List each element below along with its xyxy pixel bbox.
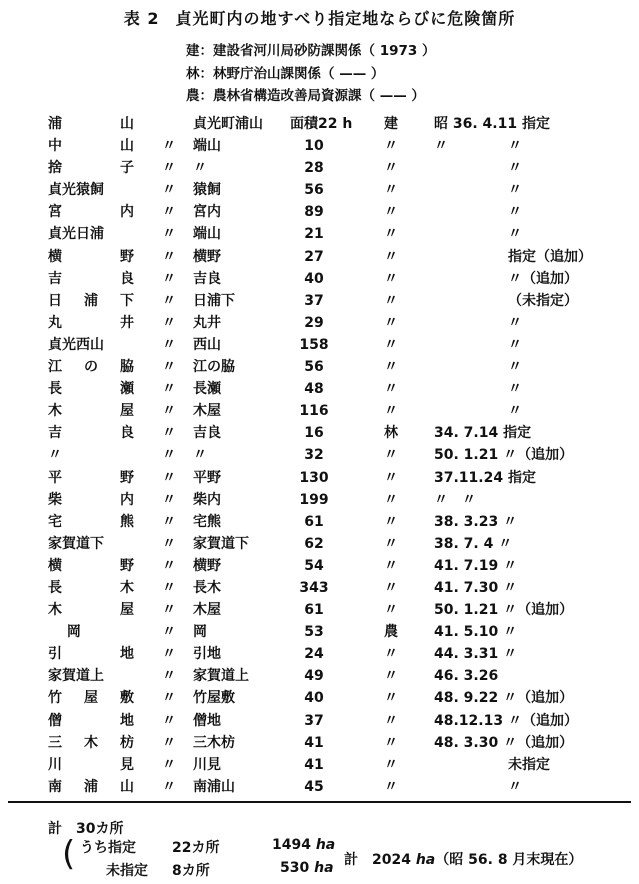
table-row bbox=[0, 268, 639, 290]
row-department: 〃 bbox=[384, 359, 398, 376]
row-department: 〃 bbox=[384, 314, 398, 331]
row-date: 〃 bbox=[434, 138, 448, 155]
table-row bbox=[0, 378, 639, 400]
table-row bbox=[0, 179, 639, 201]
row-name: 家賀道上 bbox=[48, 668, 104, 685]
row-name: 僧 地 bbox=[48, 712, 134, 729]
row-name: 宮 内 bbox=[48, 204, 134, 221]
row-name: 貞光西山 bbox=[48, 336, 104, 353]
row-department: 〃 bbox=[384, 557, 398, 574]
table-row bbox=[0, 687, 639, 709]
row-department: 〃 bbox=[384, 248, 398, 265]
row-status: 〃 bbox=[508, 359, 522, 376]
row-area: 61 bbox=[304, 602, 324, 619]
row-department: 〃 bbox=[384, 491, 398, 508]
table-row bbox=[0, 334, 639, 356]
designation-table bbox=[0, 113, 639, 798]
row-department: 建 bbox=[384, 116, 398, 132]
row-department: 〃 bbox=[384, 756, 398, 773]
row-ditto: 〃 bbox=[162, 447, 176, 464]
row-area: 28 bbox=[304, 160, 324, 177]
row-area: 158 bbox=[299, 336, 329, 353]
row-date: 38. 3.23 〃 bbox=[434, 513, 518, 530]
row-area: 199 bbox=[299, 491, 329, 508]
row-place: 川見 bbox=[193, 756, 221, 773]
row-area: 56 bbox=[304, 359, 324, 376]
table-number: 表 2 bbox=[123, 9, 160, 28]
row-ditto: 〃 bbox=[162, 469, 176, 486]
total-count: 計 30カ所 bbox=[48, 821, 124, 837]
table-caption: 貞光町内の地すべり指定地ならびに危険箇所 bbox=[175, 9, 516, 28]
row-status: （未指定） bbox=[508, 292, 578, 309]
row-department: 〃 bbox=[384, 381, 398, 398]
table-row bbox=[0, 776, 639, 798]
row-department: 〃 bbox=[384, 336, 398, 353]
table-row bbox=[0, 223, 639, 245]
table-row bbox=[0, 710, 639, 732]
row-status: 指定（追加） bbox=[508, 248, 592, 265]
table-row bbox=[0, 444, 639, 466]
row-place: 南浦山 bbox=[193, 778, 235, 795]
row-name: 〃 bbox=[48, 447, 62, 464]
row-status: 〃 bbox=[508, 226, 522, 243]
row-status: 〃 bbox=[508, 204, 522, 221]
row-area: 89 bbox=[304, 204, 324, 221]
row-name: 柴 内 bbox=[48, 491, 134, 508]
row-area: 41 bbox=[304, 734, 324, 751]
row-place: 日浦下 bbox=[193, 292, 235, 309]
row-area: 40 bbox=[304, 270, 324, 287]
table-row bbox=[0, 246, 639, 268]
table-row bbox=[0, 732, 639, 754]
row-date: 41. 7.30 〃 bbox=[434, 579, 518, 596]
row-department: 〃 bbox=[384, 226, 398, 243]
row-name: 引 地 bbox=[48, 646, 134, 663]
table-row bbox=[0, 555, 639, 577]
table-row bbox=[0, 422, 639, 444]
row-place: 木屋 bbox=[193, 602, 221, 619]
row-status: 〃 bbox=[508, 314, 522, 331]
undesignated-label: 未指定 bbox=[106, 863, 148, 879]
row-place: 吉良 bbox=[193, 270, 221, 287]
row-date: 38. 7. 4 〃 bbox=[434, 535, 513, 552]
row-area: 56 bbox=[304, 182, 324, 199]
row-status: 〃 bbox=[508, 182, 522, 199]
row-place: 柴内 bbox=[193, 491, 221, 508]
row-ditto: 〃 bbox=[162, 182, 176, 199]
row-name: 日 浦 下 bbox=[48, 292, 134, 309]
row-date: 46. 3.26 bbox=[434, 668, 499, 685]
row-department: 〃 bbox=[384, 138, 398, 155]
row-place: 丸井 bbox=[193, 314, 221, 331]
row-place: 平野 bbox=[193, 469, 221, 486]
row-name: 川 見 bbox=[48, 756, 134, 773]
table-row bbox=[0, 577, 639, 599]
row-ditto: 〃 bbox=[162, 425, 176, 442]
table-row bbox=[0, 400, 639, 422]
undesignated-area: 530 ha bbox=[280, 860, 334, 876]
note-construction: 建：建設省河川局砂防課関係（ 1973 ） bbox=[186, 43, 436, 59]
table-row bbox=[0, 489, 639, 511]
row-area: 27 bbox=[304, 248, 324, 265]
table-row bbox=[0, 533, 639, 555]
row-department: 〃 bbox=[384, 712, 398, 729]
note-agriculture: 農：農林省構造改善局資源課（ —— ） bbox=[186, 88, 425, 104]
row-place: 三木枋 bbox=[193, 734, 235, 751]
row-place: 家賀道下 bbox=[193, 535, 249, 552]
row-ditto: 〃 bbox=[162, 624, 176, 641]
row-department: 〃 bbox=[384, 602, 398, 619]
row-department: 〃 bbox=[384, 447, 398, 464]
designated-count: 22カ所 bbox=[172, 840, 220, 856]
row-ditto: 〃 bbox=[162, 778, 176, 795]
table-row bbox=[0, 511, 639, 533]
row-department: 〃 bbox=[384, 403, 398, 420]
row-place: 貞光町浦山 bbox=[193, 116, 263, 132]
row-name: 横 野 bbox=[48, 248, 134, 265]
row-date: 41. 5.10 〃 bbox=[434, 624, 518, 641]
row-department: 林 bbox=[384, 425, 398, 442]
row-ditto: 〃 bbox=[162, 204, 176, 221]
row-status: 〃 bbox=[508, 403, 522, 420]
row-area: 130 bbox=[299, 469, 329, 486]
row-place: 吉良 bbox=[193, 425, 221, 442]
row-date: 37.11.24 指定 bbox=[434, 469, 536, 486]
row-ditto: 〃 bbox=[162, 602, 176, 619]
row-date: 50. 1.21 〃（追加） bbox=[434, 447, 574, 464]
designated-label: うち指定 bbox=[80, 840, 136, 856]
table-row bbox=[0, 356, 639, 378]
row-date: 48.12.13 〃（追加） bbox=[434, 712, 578, 729]
row-area: 343 bbox=[299, 579, 329, 596]
row-ditto: 〃 bbox=[162, 513, 176, 530]
row-place: 横野 bbox=[193, 557, 221, 574]
row-place: 岡 bbox=[193, 624, 207, 641]
note-forestry: 林：林野庁治山課関係（ —— ） bbox=[186, 66, 385, 82]
row-status: 〃 bbox=[508, 778, 522, 795]
row-area: 48 bbox=[304, 381, 324, 398]
row-name: 岡 bbox=[48, 624, 81, 641]
row-ditto: 〃 bbox=[162, 248, 176, 265]
row-name: 中 山 bbox=[48, 138, 134, 155]
row-name: 三 木 枋 bbox=[48, 734, 134, 751]
row-date: 昭 36. 4.11 指定 bbox=[434, 116, 550, 132]
row-department: 〃 bbox=[384, 160, 398, 177]
row-date: 44. 3.31 〃 bbox=[434, 646, 518, 663]
row-ditto: 〃 bbox=[162, 381, 176, 398]
row-area: 41 bbox=[304, 756, 324, 773]
row-date: 34. 7.14 指定 bbox=[434, 425, 532, 442]
row-department: 〃 bbox=[384, 668, 398, 685]
row-name: 浦 山 bbox=[48, 116, 134, 132]
row-name: 吉 良 bbox=[48, 425, 134, 442]
row-area: 24 bbox=[304, 646, 324, 663]
row-name: 横 野 bbox=[48, 557, 134, 574]
row-ditto: 〃 bbox=[162, 690, 176, 707]
row-name: 平 野 bbox=[48, 469, 134, 486]
row-place: 宅熊 bbox=[193, 513, 221, 530]
row-name: 南 浦 山 bbox=[48, 778, 134, 795]
row-ditto: 〃 bbox=[162, 160, 176, 177]
table-row bbox=[0, 113, 639, 135]
row-place: 江の脇 bbox=[193, 359, 235, 376]
row-area: 面積22 h bbox=[290, 116, 353, 132]
row-ditto: 〃 bbox=[162, 734, 176, 751]
row-place: 僧地 bbox=[193, 712, 221, 729]
row-date: 48. 3.30 〃（追加） bbox=[434, 734, 574, 751]
table-row bbox=[0, 665, 639, 687]
row-place: 長瀬 bbox=[193, 381, 221, 398]
row-ditto: 〃 bbox=[162, 557, 176, 574]
row-name: 木 屋 bbox=[48, 602, 134, 619]
row-name: 家賀道下 bbox=[48, 535, 104, 552]
row-name: 丸 井 bbox=[48, 314, 134, 331]
row-area: 21 bbox=[304, 226, 324, 243]
row-area: 32 bbox=[304, 447, 324, 464]
table-row bbox=[0, 290, 639, 312]
row-name: 長 木 bbox=[48, 579, 134, 596]
row-department: 〃 bbox=[384, 182, 398, 199]
row-department: 〃 bbox=[384, 579, 398, 596]
row-place: 家賀道上 bbox=[193, 668, 249, 685]
table-row bbox=[0, 157, 639, 179]
row-area: 40 bbox=[304, 690, 324, 707]
table-row bbox=[0, 621, 639, 643]
row-place: 長木 bbox=[193, 579, 221, 596]
row-area: 37 bbox=[304, 292, 324, 309]
row-place: 西山 bbox=[193, 336, 221, 353]
row-ditto: 〃 bbox=[162, 336, 176, 353]
row-area: 49 bbox=[304, 668, 324, 685]
row-date: 48. 9.22 〃（追加） bbox=[434, 690, 574, 707]
row-name: 貞光日浦 bbox=[48, 226, 104, 243]
footer-bracket: ( bbox=[62, 834, 76, 874]
row-department: 〃 bbox=[384, 292, 398, 309]
row-department: 〃 bbox=[384, 734, 398, 751]
row-department: 〃 bbox=[384, 270, 398, 287]
row-area: 29 bbox=[304, 314, 324, 331]
table-row bbox=[0, 643, 639, 665]
row-place: 猿飼 bbox=[193, 182, 221, 199]
row-department: 〃 bbox=[384, 778, 398, 795]
row-ditto: 〃 bbox=[162, 646, 176, 663]
row-department: 〃 bbox=[384, 690, 398, 707]
row-status: 〃（追加） bbox=[508, 270, 578, 287]
row-name: 竹 屋 敷 bbox=[48, 690, 134, 707]
row-name: 木 屋 bbox=[48, 403, 134, 420]
row-ditto: 〃 bbox=[162, 668, 176, 685]
row-area: 62 bbox=[304, 535, 324, 552]
row-ditto: 〃 bbox=[162, 535, 176, 552]
table-row bbox=[0, 599, 639, 621]
row-ditto: 〃 bbox=[162, 292, 176, 309]
row-area: 61 bbox=[304, 513, 324, 530]
row-area: 116 bbox=[299, 403, 329, 420]
row-date: 〃 〃 bbox=[434, 491, 476, 508]
grand-total: 計 2024 ha（昭 56. 8 月末現在） bbox=[344, 852, 583, 868]
row-area: 10 bbox=[304, 138, 324, 155]
table-title bbox=[0, 6, 639, 29]
row-name: 貞光猿飼 bbox=[48, 182, 104, 199]
row-name: 捨 子 bbox=[48, 160, 134, 177]
row-area: 54 bbox=[304, 557, 324, 574]
row-area: 45 bbox=[304, 778, 324, 795]
row-area: 16 bbox=[304, 425, 324, 442]
row-department: 農 bbox=[384, 624, 398, 641]
row-department: 〃 bbox=[384, 535, 398, 552]
row-place: 引地 bbox=[193, 646, 221, 663]
row-department: 〃 bbox=[384, 646, 398, 663]
row-status: 〃 bbox=[508, 381, 522, 398]
table-row bbox=[0, 135, 639, 157]
row-ditto: 〃 bbox=[162, 359, 176, 376]
row-ditto: 〃 bbox=[162, 491, 176, 508]
row-place: 横野 bbox=[193, 248, 221, 265]
row-place: 〃 bbox=[193, 160, 207, 177]
row-place: 〃 bbox=[193, 447, 207, 464]
row-place: 竹屋敷 bbox=[193, 690, 235, 707]
row-ditto: 〃 bbox=[162, 138, 176, 155]
row-ditto: 〃 bbox=[162, 756, 176, 773]
row-status: 〃 bbox=[508, 336, 522, 353]
table-row bbox=[0, 312, 639, 334]
table-row bbox=[0, 754, 639, 776]
row-place: 宮内 bbox=[193, 204, 221, 221]
row-department: 〃 bbox=[384, 469, 398, 486]
row-department: 〃 bbox=[384, 513, 398, 530]
row-ditto: 〃 bbox=[162, 270, 176, 287]
table-row bbox=[0, 201, 639, 223]
row-status: 〃 bbox=[508, 160, 522, 177]
row-ditto: 〃 bbox=[162, 579, 176, 596]
row-ditto: 〃 bbox=[162, 314, 176, 331]
row-area: 53 bbox=[304, 624, 324, 641]
table-row bbox=[0, 467, 639, 489]
row-status: 未指定 bbox=[508, 756, 550, 773]
row-name: 江 の 脇 bbox=[48, 359, 134, 376]
row-ditto: 〃 bbox=[162, 712, 176, 729]
row-place: 端山 bbox=[193, 226, 221, 243]
row-department: 〃 bbox=[384, 204, 398, 221]
designated-area: 1494 ha bbox=[272, 837, 336, 853]
row-area: 37 bbox=[304, 712, 324, 729]
row-place: 端山 bbox=[193, 138, 221, 155]
row-name: 宅 熊 bbox=[48, 513, 134, 530]
row-date: 50. 1.21 〃（追加） bbox=[434, 602, 574, 619]
row-ditto: 〃 bbox=[162, 226, 176, 243]
row-name: 長 瀬 bbox=[48, 381, 134, 398]
row-ditto: 〃 bbox=[162, 403, 176, 420]
row-status: 〃 bbox=[508, 138, 522, 155]
row-place: 木屋 bbox=[193, 403, 221, 420]
undesignated-count: 8カ所 bbox=[172, 863, 210, 879]
row-name: 吉 良 bbox=[48, 270, 134, 287]
footer-divider bbox=[8, 801, 631, 803]
row-date: 41. 7.19 〃 bbox=[434, 557, 518, 574]
